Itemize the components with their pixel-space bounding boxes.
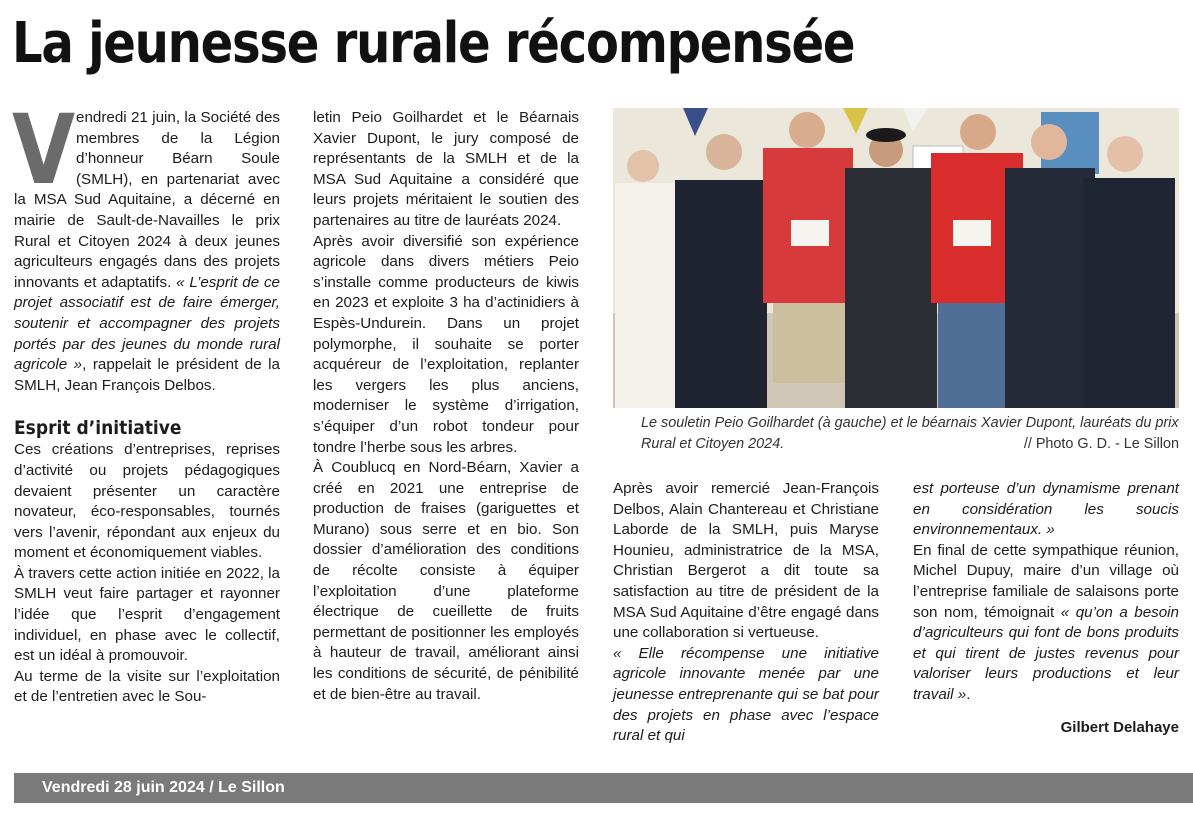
author-signature: Gilbert Delahaye [1060, 719, 1179, 736]
paragraph: letin Peio Goilhardet et le Béarnais Xavier Dupont, le jury composé de représentants de la SMLH et de la MSA Sud Aquitaine a considéré que leurs projets méritaient le soutien des partenaires au titre de lauréats 2024. [313, 109, 579, 229]
paragraph: À Coublucq en Nord-Béarn, Xavier a créé en 2021 une entreprise de production de fraises (gariguettes et Murano) sous serre et en bio. Son dossier d’amélioration des conditions de récolte consiste à équiper l’exploitation d’une plateforme électrique de cueillette de fruits permettant de positionner les employés à hauteur de travail, améliorant ainsi les conditions de sécurité, de pénibilité et de bien-être au travail. [313, 459, 579, 703]
footer-date-publication: Vendredi 28 juin 2024 / Le Sillon [42, 779, 285, 796]
photo-credit: // Photo G. D. - Le Sillon [1023, 435, 1179, 452]
paragraph: Ces créations d’entreprises, reprises d’activité ou projets pédagogiques devaient présenter un caractère novateur, éco-responsables, tournés vers l’avenir, répondant aux enjeux du moment et économiquement viables. [14, 441, 280, 562]
quote: « L’esprit de ce projet associatif est de faire émerger, soutenir et accompagner des projets portés par des jeunes du monde rural agricole » [14, 273, 280, 374]
caption-text: Le souletin Peio Goilhardet (à gauche) et le béarnais Xavier Dupont, lauréats du prix Rural et Citoyen 2024. [641, 415, 1179, 452]
photo-caption [641, 413, 1179, 454]
group-photo-illustration [613, 108, 1179, 408]
article-column-1 [12, 94, 281, 708]
paragraph: Au terme de la visite sur l’exploitation et de l’entretien avec le Sou- [14, 667, 280, 706]
article-column-3 [613, 479, 879, 747]
quote: « Elle récompense une initiative agricole innovante menée par une jeunesse entreprenante qui se bat pour des projets en phase avec l’espace rural et qui [613, 644, 879, 745]
headline: La jeunesse rurale récompensée [12, 11, 855, 76]
paragraph: Après avoir diversifié son expérience agricole dans divers métiers Peio s’installe comme producteurs de kiwis en 2023 et exploite 3 ha d’actinidiers à Espès-Undurein. Dans un projet polymorphe, il souhaite se porter acquéreur de l’exploitation, replanter les vergers les plus anciens, moderniser le système d’irrigation, s’équiper d’un robot tondeur pour tondre l’herbe sous les arbres. [313, 232, 579, 456]
drop-cap: V [12, 94, 76, 206]
footer-bar [14, 773, 1193, 803]
section-subhead: Esprit d’initiative [14, 417, 182, 440]
paragraph: Après avoir remercié Jean-François Delbos, Alain Chantereau et Christiane Laborde de la SMLH, puis Maryse Hounieu, administratrice de la MSA, Christian Bergerot a dit toute sa satisfaction au titre de président de la MSA Sud Aquitaine d’être engagé dans une collaboration si vertueuse. [613, 480, 879, 642]
paragraph: Vendredi 21 juin, la Société des membres de la Légion d’honneur Béarn Soule (SMLH), en partenariat avec la MSA Sud Aquitaine, a décerné en mairie de Sault-de-Navailles le prix Rural et Citoyen 2024 à deux jeunes agriculteurs engagés dans des projets innovants et adaptatifs. « L’esprit de ce projet associatif est de faire émerger, soutenir et accompagner des projets portés par des jeunes du monde rural agricole », rappelait le président de la SMLH, Jean François Delbos. [12, 94, 281, 394]
paragraph: À travers cette action initiée en 2022, la SMLH veut faire partager et rayonner l’idée que l’esprit d’engagement individuel, en phase avec le collectif, est un idéal à promouvoir. [14, 564, 280, 665]
quote: est porteuse d’un dynamisme prenant en considération les soucis environnementaux. » [913, 480, 1179, 539]
article-column-4 [913, 479, 1179, 706]
group-photo [613, 108, 1179, 408]
paragraph: En final de cette sympathique réunion, Michel Dupuy, maire d’un village où l’entreprise familiale de salaisons porte son nom, témoignait « qu’on a besoin d’agriculteurs qui font de bons produits et qui tirent de justes revenus pour valoriser leurs productions et leur travail ». [913, 541, 1180, 703]
quote: « qu’on a besoin d’agriculteurs qui font de bons produits et qui tirent de justes revenus pour valoriser leurs productions et leur travail » [913, 603, 1180, 703]
article-column-2 [313, 108, 579, 705]
